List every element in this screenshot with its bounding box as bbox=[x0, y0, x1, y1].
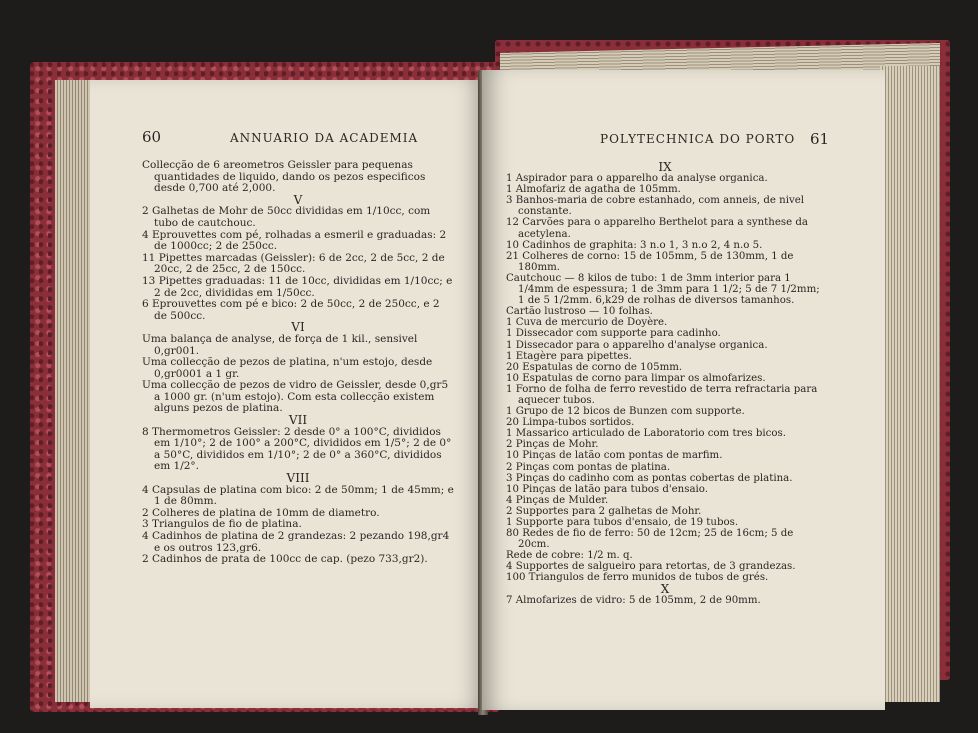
paragraph: Collecção de 6 areometros Geissler para pequenas quantidades de liquido, dando os pezos especificos desde 0,700 até 2,000. bbox=[142, 159, 426, 195]
list-item: 1 Almofariz de agatha de 105mm. bbox=[506, 184, 681, 196]
list-item: 12 Carvões para o apparelho Berthelot para a synthese da acetylena. bbox=[506, 217, 808, 240]
list-item: 10 Pinças de latão para tubos d'ensaio. bbox=[506, 483, 708, 495]
list-item: 20 Limpa-tubos sortidos. bbox=[506, 417, 635, 429]
list-item: 2 Pinças de Mohr. bbox=[506, 439, 599, 451]
list-item: 4 Capsulas de platina com bico: 2 de 50mm; 1 de 45mm; e 1 de 80mm. bbox=[142, 483, 454, 508]
section-heading: IX bbox=[658, 160, 672, 174]
running-head: ANNUARIO DA ACADEMIA bbox=[230, 131, 419, 145]
list-item: 8 Thermometros Geissler: 2 desde 0° a 100°C, divididos em 1/10°; 2 de 100° a 200°C, divididos em 1/5°; 2 de 0° a 50°C, divididos em 1/10°; 2 de 0° a 360°C, divididos em 1/2°. bbox=[142, 425, 452, 473]
page-edges-right bbox=[880, 66, 940, 702]
list-item: Cautchouc — 8 kilos de tubo: 1 de 3mm interior para 1 1/4mm de espessura; 1 de 3mm para 1 1/2; 5 de 7 1/2mm; 1 de 5 1/2mm. 6,k29 de rolhas de diversos tamanhos. bbox=[506, 272, 820, 307]
list-item: 4 Cadinhos de platina de 2 grandezas: 2 pezando 198,gr4 e os outros 123,gr6. bbox=[142, 530, 450, 554]
page-edges-left bbox=[55, 80, 95, 702]
list-item: 1 Aspirador para o apparelho da analyse organica. bbox=[506, 173, 768, 185]
right-page-body bbox=[506, 158, 824, 606]
list-item: Uma collecção de pezos de vidro de Geissler, desde 0,gr5 a 1000 gr. (n'um estojo). Com esta collecção existem alguns pezos de platina. bbox=[142, 379, 449, 415]
list-item: 2 Colheres de platina de 10mm de diametro. bbox=[142, 506, 380, 519]
list-item: 1 Grupo de 12 bicos de Bunzen com supporte. bbox=[506, 406, 745, 418]
list-item: 6 Eprouvettes com pé e bico: 2 de 50cc, 2 de 250cc, e 2 de 500cc. bbox=[142, 298, 440, 322]
list-item: 10 Espatulas de corno para limpar os almofarizes. bbox=[506, 372, 766, 384]
list-item: 1 Supporte para tubos d'ensaio, de 19 tubos. bbox=[506, 517, 739, 528]
list-item: 2 Supportes para 2 galhetas de Mohr. bbox=[506, 505, 702, 517]
list-item: Cartão lustroso — 10 folhas. bbox=[506, 306, 653, 318]
list-item: 21 Colheres de corno: 15 de 105mm, 5 de 130mm, 1 de 180mm. bbox=[506, 250, 794, 273]
list-item: 1 Massarico articulado de Laboratorio com tres bicos. bbox=[506, 428, 786, 440]
list-item: 3 Pinças do cadinho com as pontas cobertas de platina. bbox=[506, 472, 793, 484]
section-heading: X bbox=[660, 581, 670, 596]
running-head: POLYTECHNICA DO PORTO bbox=[600, 132, 796, 146]
list-item: Rede de cobre: 1/2 m. q. bbox=[506, 550, 633, 562]
list-item: 100 Triangulos de ferro munidos de tubos de grés. bbox=[506, 572, 769, 584]
list-item: 1 Cuva de mercurio de Doyère. bbox=[506, 317, 668, 329]
list-item: 10 Pinças de latão com pontas de marfim. bbox=[506, 450, 723, 462]
left-page bbox=[90, 80, 485, 708]
list-item: 10 Cadinhos de graphita: 3 n.o 1, 3 n.o 2, 4 n.o 5. bbox=[506, 239, 763, 251]
list-item: 13 Pipettes graduadas: 11 de 10cc, divididas em 1/10cc; e 2 de 2cc, divididas em 1/50cc. bbox=[142, 274, 453, 299]
list-item: 2 Cadinhos de prata de 100cc de cap. (pezo 733,gr2). bbox=[142, 553, 428, 566]
list-item: 1 Dissecador com supporte para cadinho. bbox=[506, 328, 721, 340]
list-item: 7 Almofarizes de vidro: 5 de 105mm, 2 de 90mm. bbox=[506, 594, 761, 606]
section-heading: V bbox=[293, 192, 303, 207]
right-page bbox=[482, 70, 885, 710]
list-item: 11 Pipettes marcadas (Geissler): 6 de 2cc, 2 de 5cc, 2 de 20cc, 2 de 25cc, 2 de 150cc. bbox=[142, 251, 445, 276]
list-item: 1 Forno de folha de ferro revestido de terra refractaria para aquecer tubos. bbox=[506, 383, 818, 406]
list-item: Uma collecção de pezos de platina, n'um estojo, desde 0,gr0001 a 1 gr. bbox=[142, 356, 433, 380]
list-item: 4 Supportes de salgueiro para retortas, de 3 grandezas. bbox=[506, 561, 796, 573]
section-heading: VI bbox=[291, 320, 305, 335]
list-item: 20 Espatulas de corno de 105mm. bbox=[506, 361, 683, 373]
list-item: 1 Etagère para pipettes. bbox=[506, 350, 632, 362]
list-item: 2 Galhetas de Mohr de 50cc divididas em 1/10cc, com tubo de cautchouc. bbox=[142, 205, 431, 229]
list-item: 4 Pinças de Mulder. bbox=[506, 494, 609, 506]
list-item: 4 Eprouvettes com pé, rolhadas a esmeril e graduadas: 2 de 1000cc; 2 de 250cc. bbox=[142, 228, 447, 253]
section-heading: VII bbox=[288, 413, 308, 428]
page-number: 60 bbox=[142, 128, 162, 146]
list-item: Uma balança de analyse, de força de 1 kil., sensivel 0,gr001. bbox=[142, 332, 418, 357]
list-item: 3 Banhos-maria de cobre estanhado, com anneis, de nivel constante. bbox=[506, 195, 804, 218]
page-number: 61 bbox=[810, 130, 830, 148]
section-heading: VIII bbox=[286, 471, 310, 486]
list-item: 80 Redes de fio de ferro: 50 de 12cm; 25 de 16cm; 5 de 20cm. bbox=[506, 528, 794, 551]
list-item: 2 Pinças com pontas de platina. bbox=[506, 461, 671, 473]
list-item: 3 Triangulos de fio de platina. bbox=[142, 518, 302, 531]
list-item: 1 Dissecador para o apparelho d'analyse organica. bbox=[506, 339, 768, 351]
left-page-body bbox=[142, 160, 454, 566]
